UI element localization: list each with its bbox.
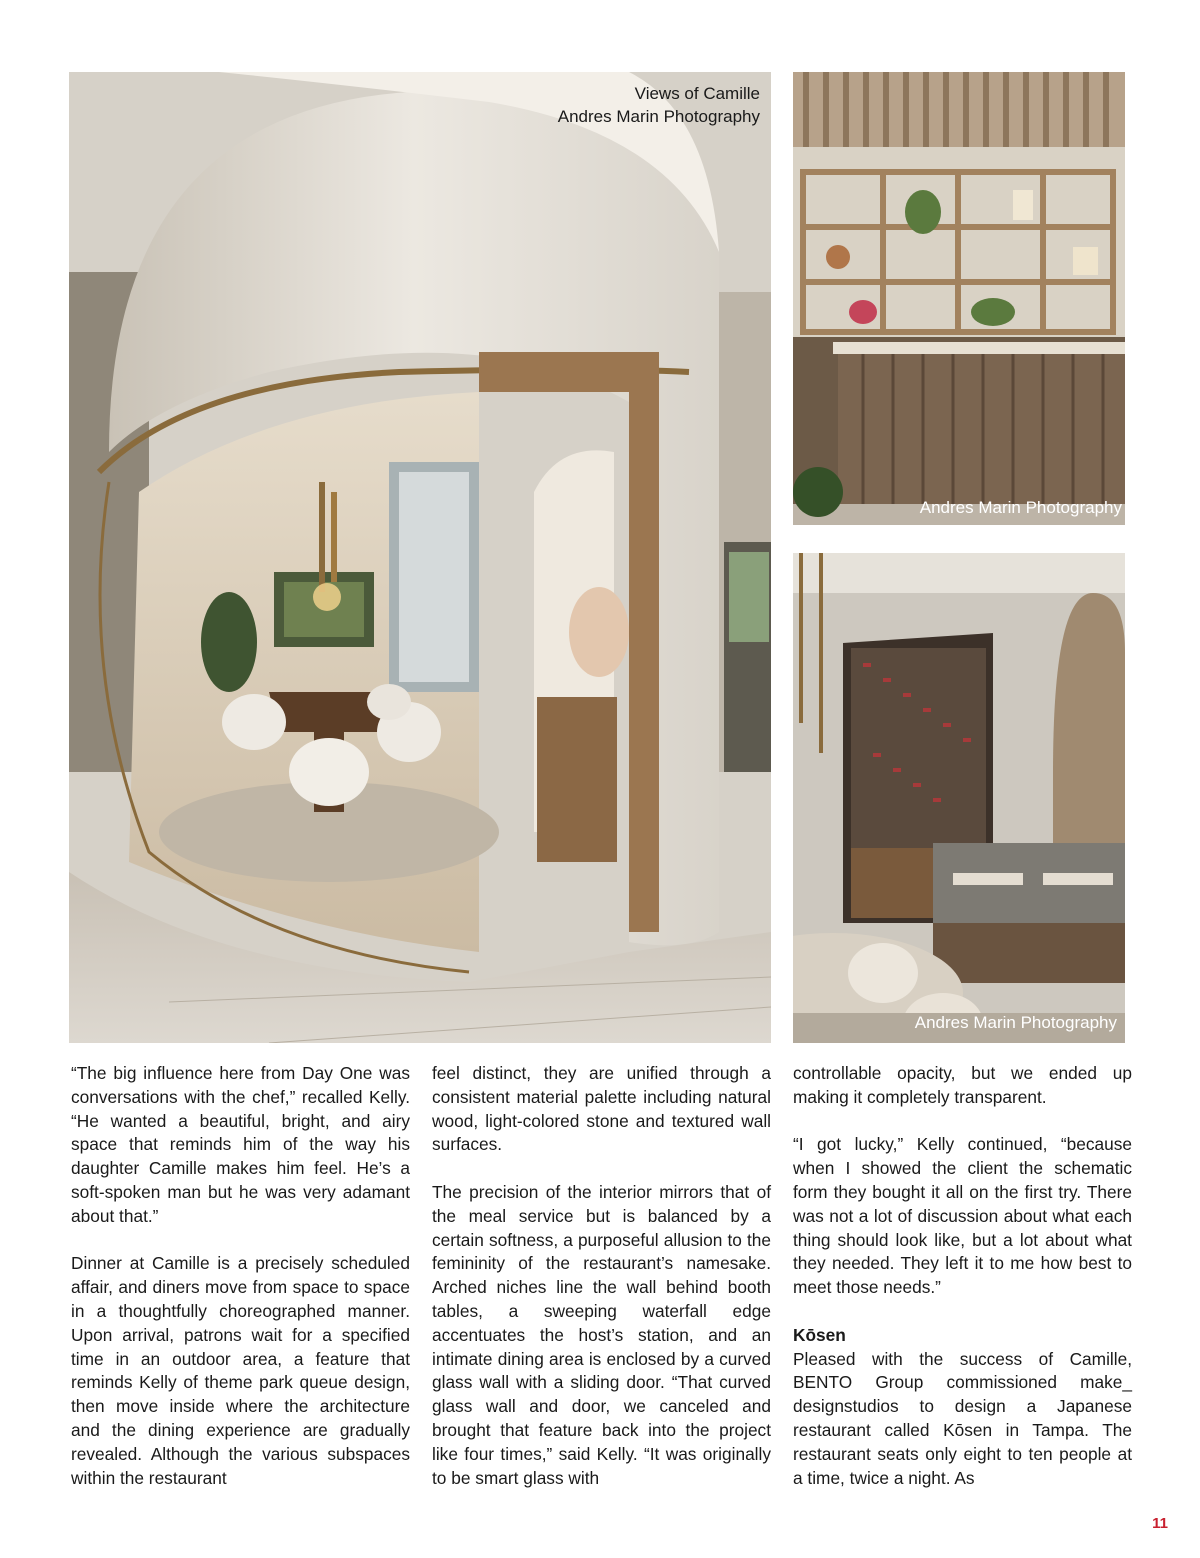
photo-wine-wall xyxy=(793,553,1125,1043)
photo-credit-wine: Andres Marin Photography xyxy=(914,1013,1117,1032)
photo-bar-shelving xyxy=(793,72,1125,525)
photo-credit-bar: Andres Marin Photography xyxy=(919,498,1122,517)
bar-shelving-illustration xyxy=(793,72,1125,525)
paragraph: The precision of the interior mirrors that of the meal service but is balanced by a certain softness, a purposeful allusion to the femininity of the restaurant’s namesake. Arched niches line the wall behind booth tables, a sweeping waterfall edge accentuates the host’s station, and an intimate dining area is enclosed by a curved glass wall with a sliding door. “That curved glass wall and door, we canceled and brought that feature back into the project like four times,” said Kelly. “It was originally to be smart glass with xyxy=(432,1181,771,1488)
photo-credit-main xyxy=(360,82,760,128)
section-subhead: Kōsen xyxy=(793,1324,846,1345)
photo-private-dining xyxy=(69,72,771,1043)
paragraph: feel distinct, they are unified through a consistent material palette including natural wood, light-colored stone and textured wall surfaces. xyxy=(432,1063,771,1155)
photo-credit-name: Andres Marin Photography xyxy=(557,107,760,126)
paragraph: Dinner at Camille is a precisely scheduled affair, and diners move from space to space in a thoughtfully choreographed manner. Upon arrival, patrons wait for a specified time in an outdoor area, a feature that reminds Kelly of theme park queue design, then move inside where the architecture and the dining experience are gradually revealed. Although the various subspaces within the restaurant xyxy=(71,1253,410,1488)
paragraph: “The big influence here from Day One was conversations with the chef,” recalled Kelly. “He wanted a beautiful, bright, and airy space that reminds him of the way his daughter Camille makes him feel. He’s a soft-spoken man but he was very adamant about that.” xyxy=(71,1063,410,1226)
text-column-3 xyxy=(793,1062,1132,1490)
text-column-2 xyxy=(432,1062,771,1490)
page-number: 11 xyxy=(1152,1515,1168,1532)
paragraph: Pleased with the success of Camille, BENTO Group commissioned make_ designstudios to design a Japanese restaurant called Kōsen in Tampa. The restaurant seats only eight to ten people at a time, twice a night. As xyxy=(793,1348,1132,1488)
private-dining-illustration xyxy=(69,72,771,1043)
paragraph: “I got lucky,” Kelly continued, “because when I showed the client the schematic form they bought it all on the first try. There was not a lot of discussion about what each thing should look like, but a lot about what they needed. They left it to me how best to meet those needs.” xyxy=(793,1134,1132,1298)
text-column-1 xyxy=(71,1062,410,1490)
wine-wall-illustration xyxy=(793,553,1125,1043)
photo-caption-title: Views of Camille xyxy=(634,84,760,103)
paragraph: controllable opacity, but we ended up making it completely transparent. xyxy=(793,1063,1132,1107)
